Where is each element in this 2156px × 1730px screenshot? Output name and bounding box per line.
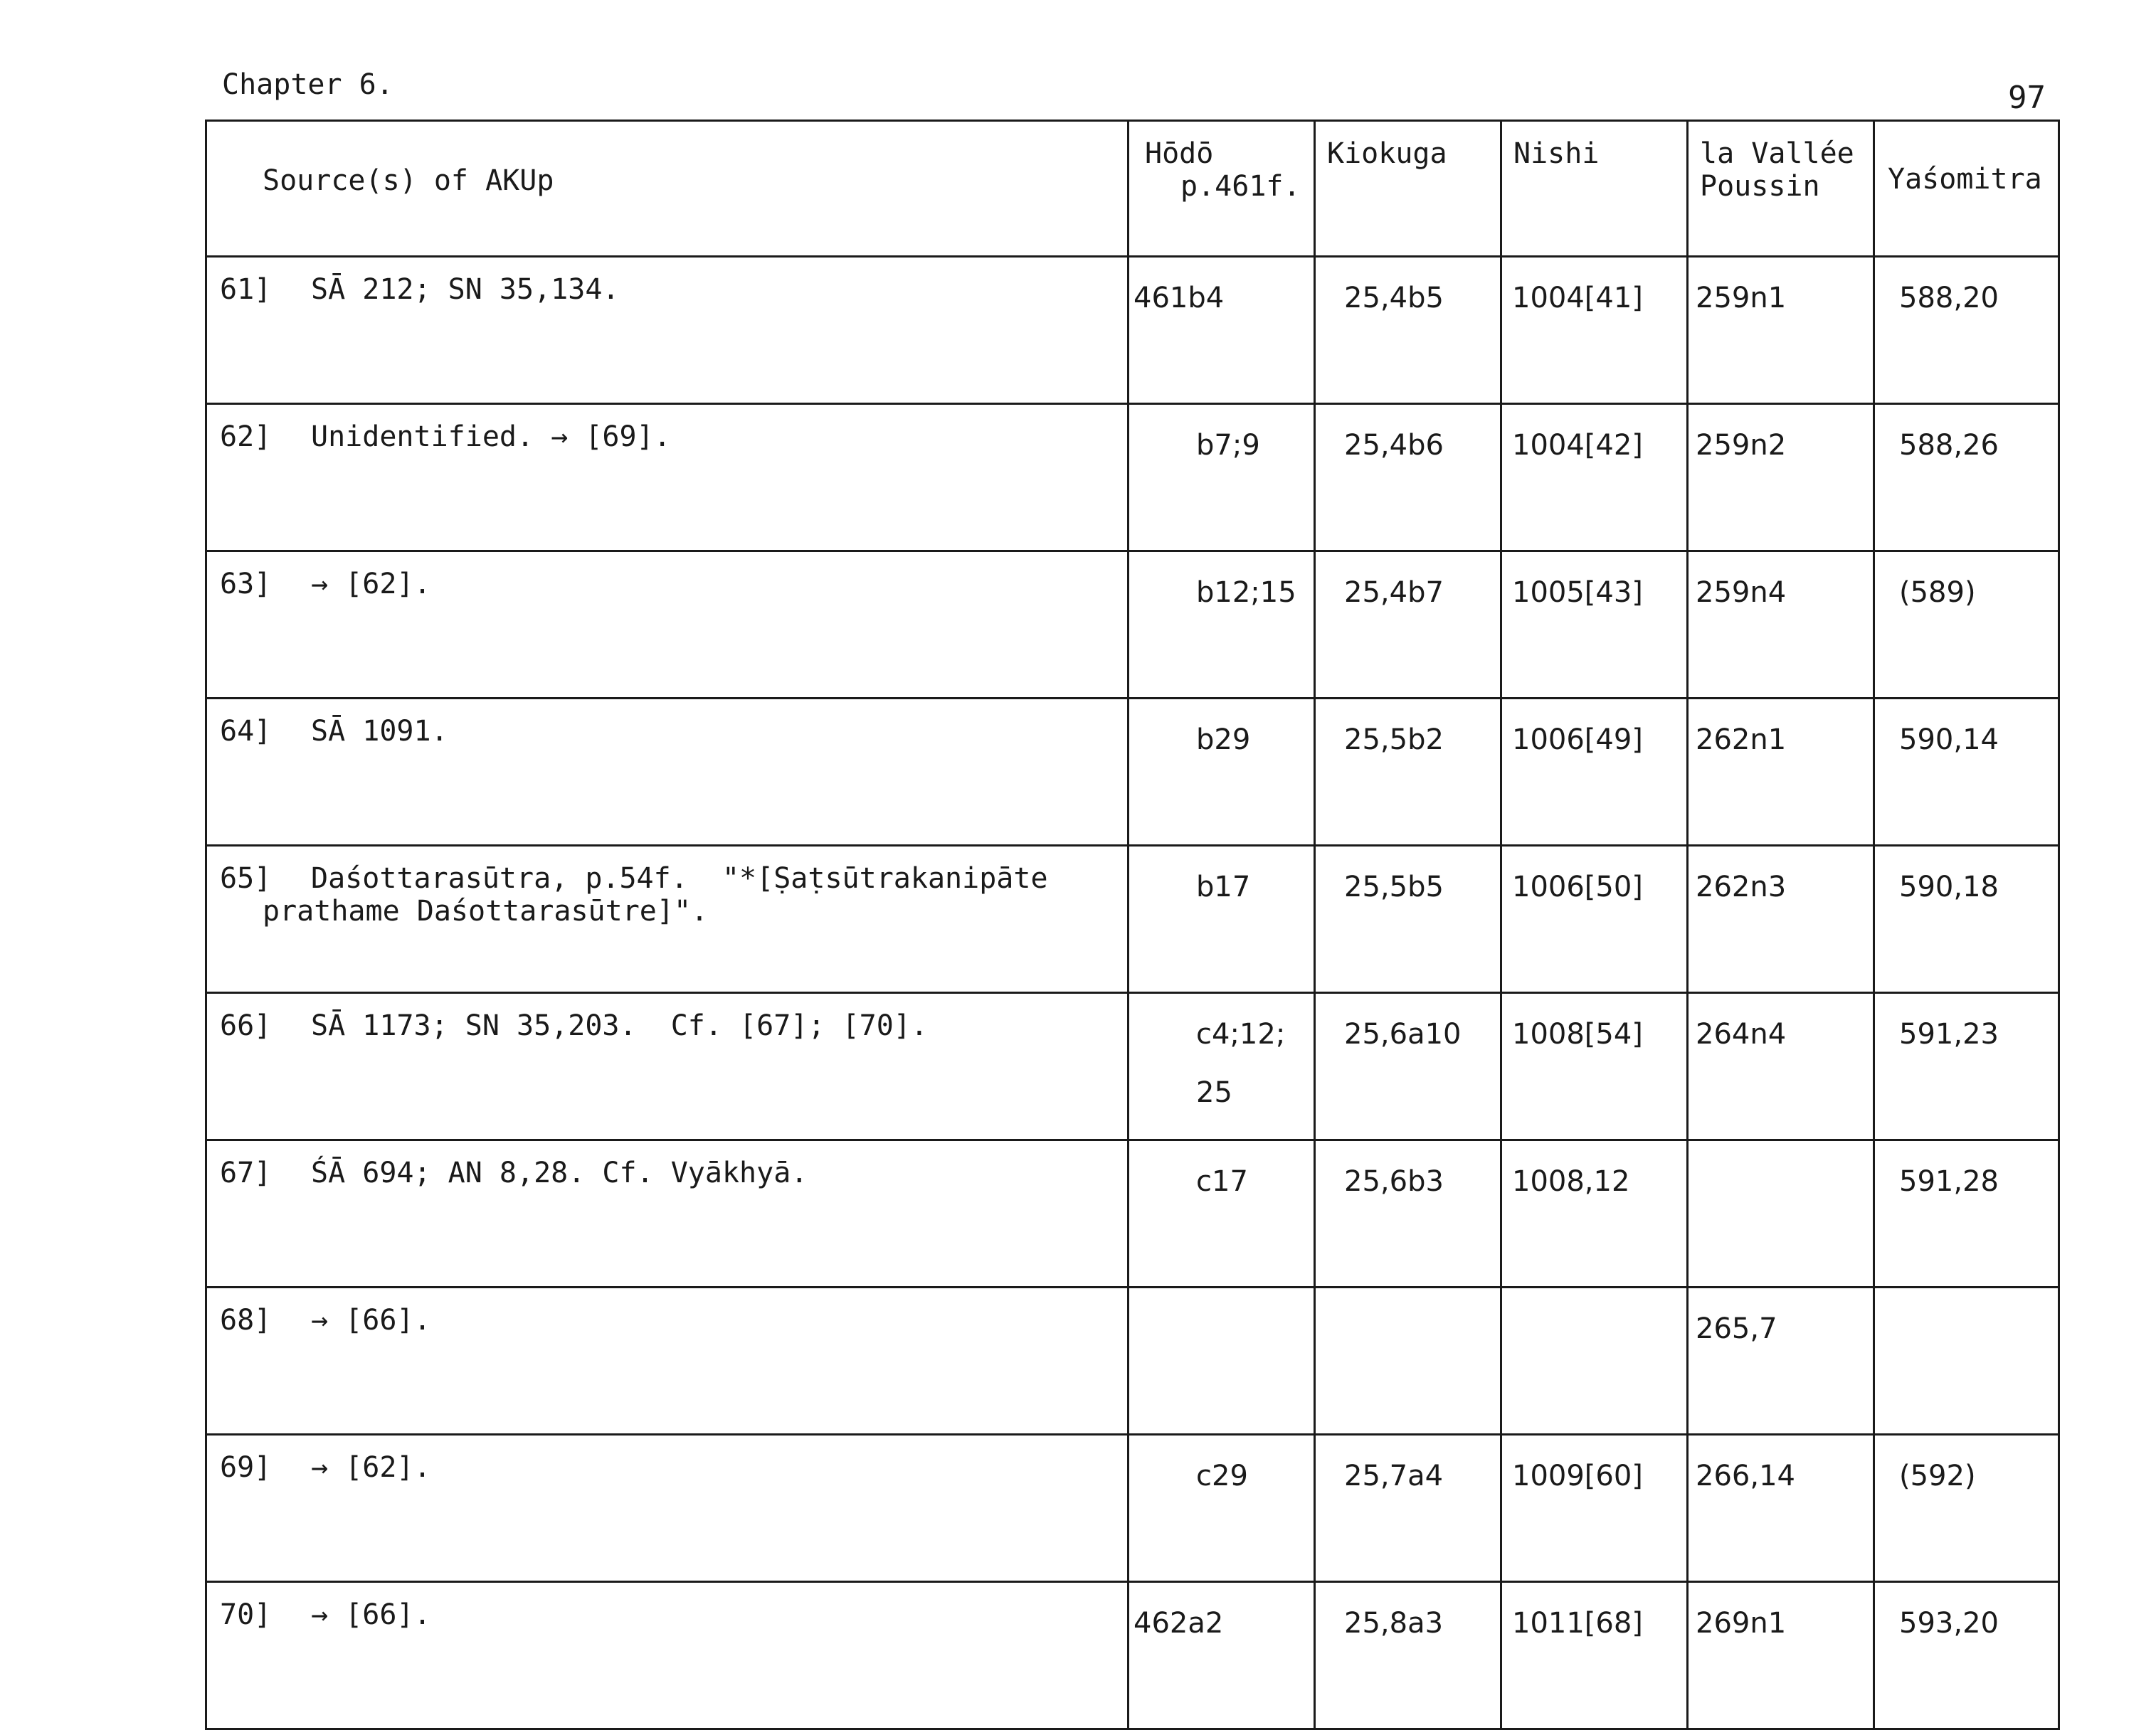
header-lvp-line1: la Vallée <box>1700 137 1854 170</box>
row-number: 69] <box>220 1451 272 1484</box>
yasomitra-cell: (592) <box>1874 1435 2059 1582</box>
hodo-value-continued <box>1134 1312 1314 1338</box>
hodo-value: b17 <box>1196 871 1251 903</box>
hodo-value-continued <box>1134 1640 1314 1665</box>
header-la-vallee-poussin <box>1688 121 1874 257</box>
hodo-cell <box>1129 1582 1315 1729</box>
table-header <box>206 121 2059 257</box>
lvp-cell: 259n4 <box>1688 551 1874 699</box>
source-cell <box>206 1288 1129 1435</box>
hodo-cell <box>1129 699 1315 846</box>
kiokuga-cell: 25,5b2 <box>1315 699 1501 846</box>
nishi-cell: 1004[41] <box>1501 257 1688 404</box>
hodo-cell <box>1129 993 1315 1140</box>
hodo-cell <box>1129 551 1315 699</box>
table-row <box>206 846 2059 993</box>
table-row <box>206 993 2059 1140</box>
hodo-value-continued <box>1196 1198 1314 1224</box>
source-cell <box>206 699 1129 846</box>
yasomitra-cell: (589) <box>1874 551 2059 699</box>
row-number: 65] <box>220 862 272 895</box>
source-text: → [66]. <box>311 1598 431 1631</box>
chapter-heading: Chapter 6. <box>222 68 393 101</box>
hodo-value: c17 <box>1196 1165 1248 1198</box>
kiokuga-cell: 25,6a10 <box>1315 993 1501 1140</box>
header-hodo-page: p.461f. <box>1180 170 1301 203</box>
nishi-cell: 1006[49] <box>1501 699 1688 846</box>
yasomitra-cell <box>1874 1288 2059 1435</box>
source-cell <box>206 404 1129 551</box>
source-text: ŚĀ 694; AN 8,28. Cf. Vyākhyā. <box>311 1157 808 1189</box>
hodo-value: c29 <box>1196 1460 1248 1492</box>
row-number: 62] <box>220 420 272 453</box>
header-hodo-title: Hōdō <box>1145 137 1214 170</box>
yasomitra-cell: 593,20 <box>1874 1582 2059 1729</box>
source-text: Unidentified. → [69]. <box>311 420 671 453</box>
yasomitra-cell: 591,23 <box>1874 993 2059 1140</box>
yasomitra-cell: 588,20 <box>1874 257 2059 404</box>
row-number: 70] <box>220 1598 272 1631</box>
hodo-value: b7;9 <box>1196 429 1260 462</box>
table-body <box>206 257 2059 1729</box>
hodo-value: b29 <box>1196 723 1251 756</box>
row-number: 61] <box>220 273 272 306</box>
kiokuga-cell: 25,4b5 <box>1315 257 1501 404</box>
source-text: SĀ 1173; SN 35,203. Cf. [67]; [70]. <box>311 1009 928 1042</box>
header-source: Source(s) of AKUp <box>206 121 1129 257</box>
hodo-value-continued <box>1196 756 1314 782</box>
nishi-cell: 1009[60] <box>1501 1435 1688 1582</box>
kiokuga-cell <box>1315 1288 1501 1435</box>
lvp-cell: 264n4 <box>1688 993 1874 1140</box>
hodo-cell <box>1129 1288 1315 1435</box>
hodo-value-continued <box>1196 1492 1314 1518</box>
lvp-cell: 259n2 <box>1688 404 1874 551</box>
kiokuga-cell: 25,4b7 <box>1315 551 1501 699</box>
source-text-continued: prathame Daśottarasūtre]". <box>263 895 709 928</box>
kiokuga-cell: 25,6b3 <box>1315 1140 1501 1288</box>
source-cell <box>206 551 1129 699</box>
table-row <box>206 1140 2059 1288</box>
concordance-table <box>205 120 2060 1730</box>
lvp-cell: 266,14 <box>1688 1435 1874 1582</box>
source-text: SĀ 1091. <box>311 715 448 748</box>
source-cell <box>206 257 1129 404</box>
source-cell <box>206 1435 1129 1582</box>
hodo-value: c4;12; <box>1196 1018 1286 1051</box>
hodo-cell <box>1129 846 1315 993</box>
table-row <box>206 257 2059 404</box>
row-number: 64] <box>220 715 272 748</box>
nishi-cell: 1006[50] <box>1501 846 1688 993</box>
kiokuga-cell: 25,5b5 <box>1315 846 1501 993</box>
hodo-value-continued <box>1196 903 1314 929</box>
yasomitra-cell: 588,26 <box>1874 404 2059 551</box>
hodo-cell <box>1129 1140 1315 1288</box>
table-row <box>206 404 2059 551</box>
lvp-cell <box>1688 1140 1874 1288</box>
header-kiokuga: Kiokuga <box>1315 121 1501 257</box>
hodo-cell <box>1129 1435 1315 1582</box>
hodo-cell <box>1129 257 1315 404</box>
table-row <box>206 1435 2059 1582</box>
nishi-cell: 1011[68] <box>1501 1582 1688 1729</box>
yasomitra-cell: 591,28 <box>1874 1140 2059 1288</box>
kiokuga-cell: 25,4b6 <box>1315 404 1501 551</box>
table-row <box>206 551 2059 699</box>
lvp-cell: 265,7 <box>1688 1288 1874 1435</box>
source-cell <box>206 993 1129 1140</box>
nishi-cell: 1004[42] <box>1501 404 1688 551</box>
lvp-cell: 262n1 <box>1688 699 1874 846</box>
hodo-value-continued <box>1196 609 1314 635</box>
row-number: 67] <box>220 1157 272 1189</box>
source-text: SĀ 212; SN 35,134. <box>311 273 620 306</box>
source-cell <box>206 1140 1129 1288</box>
page-number: 97 <box>2008 80 2046 116</box>
table-row <box>206 699 2059 846</box>
hodo-value-continued <box>1196 462 1314 487</box>
kiokuga-cell: 25,8a3 <box>1315 1582 1501 1729</box>
row-number: 68] <box>220 1304 272 1337</box>
source-text: Daśottarasūtra, p.54f. "*[Ṣaṭsūtrakanipāte <box>311 862 1048 895</box>
table-row <box>206 1582 2059 1729</box>
header-lvp-line2: Poussin <box>1700 170 1820 203</box>
source-text: → [66]. <box>311 1304 431 1337</box>
lvp-cell: 262n3 <box>1688 846 1874 993</box>
header-nishi: Nishi <box>1501 121 1688 257</box>
header-row <box>206 121 2059 257</box>
source-cell <box>206 1582 1129 1729</box>
source-cell <box>206 846 1129 993</box>
header-hodo <box>1129 121 1315 257</box>
nishi-cell: 1008[54] <box>1501 993 1688 1140</box>
yasomitra-cell: 590,18 <box>1874 846 2059 993</box>
header-yasomitra: Yaśomitra <box>1874 121 2059 257</box>
table-row <box>206 1288 2059 1435</box>
hodo-value: 462a2 <box>1134 1607 1224 1640</box>
source-text: → [62]. <box>311 568 431 600</box>
row-number: 66] <box>220 1009 272 1042</box>
nishi-cell: 1008,12 <box>1501 1140 1688 1288</box>
yasomitra-cell: 590,14 <box>1874 699 2059 846</box>
hodo-value: b12;15 <box>1196 576 1296 609</box>
hodo-value-continued: 25 <box>1196 1076 1232 1109</box>
row-number: 63] <box>220 568 272 600</box>
nishi-cell: 1005[43] <box>1501 551 1688 699</box>
hodo-value-continued <box>1134 314 1314 340</box>
hodo-value: 461b4 <box>1134 282 1225 314</box>
source-text: → [62]. <box>311 1451 431 1484</box>
lvp-cell: 269n1 <box>1688 1582 1874 1729</box>
hodo-cell <box>1129 404 1315 551</box>
lvp-cell: 259n1 <box>1688 257 1874 404</box>
kiokuga-cell: 25,7a4 <box>1315 1435 1501 1582</box>
nishi-cell <box>1501 1288 1688 1435</box>
